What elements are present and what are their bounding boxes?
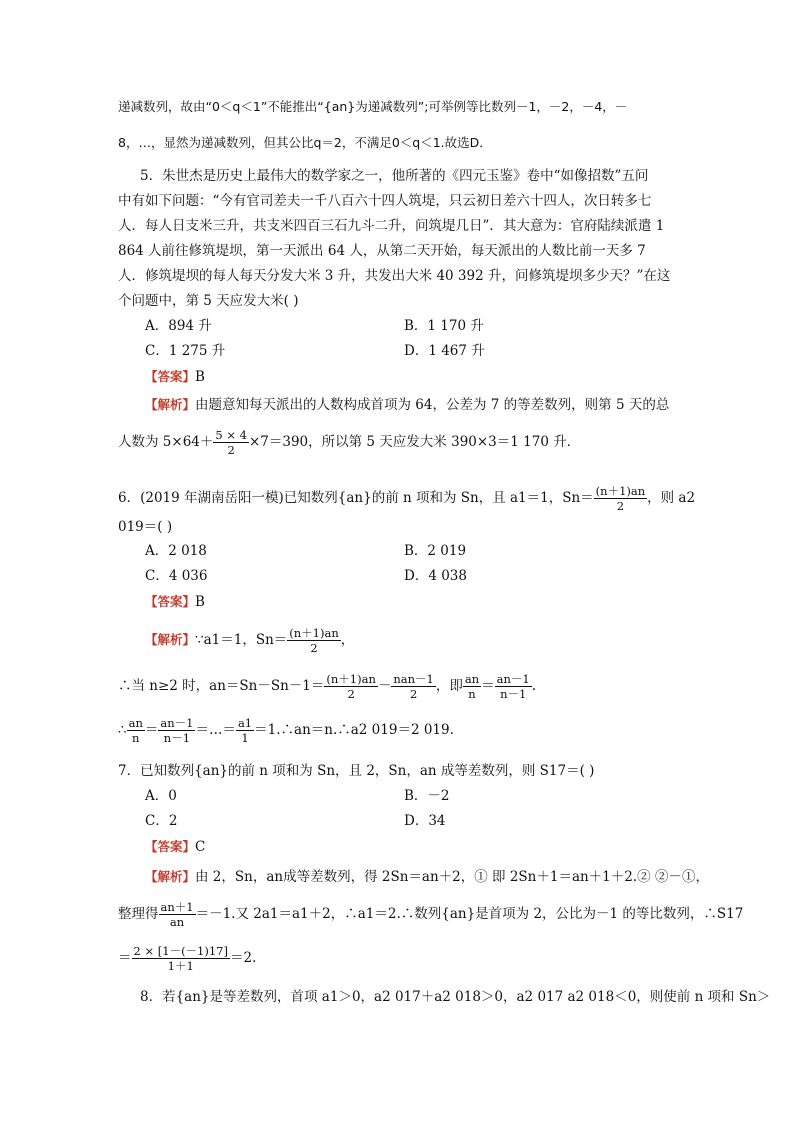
explanation-line bbox=[118, 944, 256, 973]
answer-label: 【答案】 bbox=[145, 594, 196, 609]
option-c: C．2 bbox=[145, 813, 178, 829]
option-d: D．4 038 bbox=[404, 568, 467, 584]
question-text: ，则 a2 bbox=[647, 490, 696, 506]
denominator: n－1 bbox=[500, 687, 527, 701]
question-5-line: 864 人前往修筑堤坝，第一天派出 64 人，从第二天开始，每天派出的人数比前一天多 7 bbox=[118, 243, 646, 259]
numerator: 5 × 4 bbox=[215, 428, 247, 442]
explanation-text: ＝ bbox=[144, 722, 159, 738]
denominator: 1 bbox=[241, 731, 249, 745]
denominator: 2 bbox=[227, 443, 235, 457]
option-b: B．－2 bbox=[404, 788, 450, 804]
question-5-line: 5．朱世杰是历史上最伟大的数学家之一，他所著的《四元玉鉴》卷中“如像招数”五问 bbox=[140, 168, 649, 184]
option-a: A．2 018 bbox=[145, 543, 207, 559]
explanation-text: ∴当 n≥2 时，an＝Sn－Sn－1＝ bbox=[118, 678, 325, 694]
answer-value: B bbox=[195, 369, 205, 385]
fraction bbox=[127, 716, 145, 745]
option-c: C．1 275 升 bbox=[145, 343, 226, 359]
option-a: A．894 升 bbox=[145, 318, 212, 334]
explanation-text: 人数为 5×64＋ bbox=[118, 434, 214, 450]
explanation-line bbox=[118, 428, 580, 457]
answer-label: 【答案】 bbox=[145, 369, 196, 384]
numerator: an－1 bbox=[496, 672, 530, 686]
text-line: 递减数列，故由“0＜q＜1”不能推出“{an}为递减数列”;可举例等比数列－1，－2，－4，－ bbox=[118, 99, 628, 114]
explanation-line bbox=[145, 626, 354, 655]
numerator: nan－1 bbox=[393, 672, 434, 686]
option-d: D．34 bbox=[404, 813, 446, 829]
question-8-line: 8．若{an}是等差数列，首项 a1＞0，a2 017＋a2 018＞0，a2 017 a2 018＜0，则使前 n 项和 Sn＞ bbox=[140, 989, 771, 1005]
answer-line bbox=[145, 838, 205, 856]
explanation-label: 【解析】 bbox=[145, 869, 196, 884]
explanation-text: ＝1.∴an＝n.∴a2 019＝2 019. bbox=[254, 722, 454, 738]
numerator: a1 bbox=[237, 716, 253, 730]
explanation-label: 【解析】 bbox=[145, 632, 196, 647]
explanation-text: . bbox=[531, 678, 537, 694]
numerator: an bbox=[464, 672, 480, 686]
fraction bbox=[463, 672, 481, 701]
fraction bbox=[158, 716, 195, 745]
explanation-line bbox=[118, 900, 743, 929]
explanation-line bbox=[118, 672, 536, 701]
explanation-text: ，即 bbox=[435, 678, 463, 694]
fraction bbox=[213, 428, 249, 457]
fraction bbox=[594, 484, 647, 513]
explanation-text: ×7＝390，所以第 5 天应发大米 390×3＝1 170 升． bbox=[248, 434, 581, 450]
question-5-line: 人．修筑堤坝的每人每天分发大米 3 升，共发出大米 40 392 升，问修筑堤坝多少天？”在这 bbox=[118, 268, 671, 284]
numerator: an－1 bbox=[160, 716, 194, 730]
question-6-line bbox=[118, 484, 695, 513]
numerator: (n＋1)an bbox=[595, 484, 646, 498]
fraction bbox=[391, 672, 436, 701]
explanation-line bbox=[118, 716, 454, 745]
answer-line bbox=[145, 593, 205, 611]
explanation-text: 由 2，Sn，an成等差数列，得 2Sn＝an＋2，① 即 2Sn＋1＝an＋1＋2.② ②－①， bbox=[195, 869, 709, 885]
numerator: (n＋1)an bbox=[289, 626, 339, 640]
numerator: an＋1 bbox=[160, 900, 194, 914]
denominator: 2 bbox=[310, 641, 318, 655]
explanation-label: 【解析】 bbox=[145, 397, 196, 412]
denominator: 2 bbox=[616, 499, 625, 513]
explanation-text: ∴ bbox=[118, 722, 127, 738]
fraction bbox=[159, 900, 196, 929]
explanation-text: ＝…＝ bbox=[195, 722, 236, 738]
question-5-line: 人．每人日支米三升，共支米四百三石九斗二升，问筑堤几日”．其大意为：官府陆续派遣 1 bbox=[118, 218, 665, 234]
question-5-line: 中有如下问题：“今有官司差夫一千八百六十四人筑堤，只云初日差六十四人，次日转多七 bbox=[118, 193, 652, 209]
fraction bbox=[287, 626, 340, 655]
denominator: 1＋1 bbox=[167, 959, 194, 973]
option-c: C．4 036 bbox=[145, 568, 208, 584]
explanation-text: ＝ bbox=[481, 678, 495, 694]
denominator: 2 bbox=[347, 687, 355, 701]
answer-label: 【答案】 bbox=[145, 839, 196, 854]
explanation-text: 整理得 bbox=[118, 906, 159, 922]
denominator: 2 bbox=[409, 687, 418, 701]
explanation-text: ∵a1＝1，Sn＝ bbox=[195, 632, 288, 648]
fraction bbox=[495, 672, 532, 701]
numerator: (n＋1)an bbox=[326, 672, 376, 686]
explanation-text: ＝2. bbox=[229, 950, 257, 966]
option-b: B．1 170 升 bbox=[404, 318, 484, 334]
denominator: n bbox=[468, 687, 476, 701]
explanation-text: ， bbox=[340, 632, 355, 648]
fraction bbox=[236, 716, 254, 745]
fraction bbox=[324, 672, 377, 701]
text-line: 8，…，显然为递减数列，但其公比q＝2，不满足0＜q＜1.故选D． bbox=[118, 135, 492, 150]
answer-value: B bbox=[195, 594, 205, 610]
denominator: n－1 bbox=[163, 731, 191, 745]
numerator: 2 × [1－(－1)17] bbox=[133, 944, 228, 958]
explanation-text: ＝ bbox=[118, 950, 132, 966]
question-7-line: 7．已知数列{an}的前 n 项和为 Sn，且 2，Sn，an 成等差数列，则 S17＝( ) bbox=[118, 763, 595, 779]
answer-value: C bbox=[195, 839, 206, 855]
explanation-text: ＝－1.又 2a1＝a1＋2，∴a1＝2.∴数列{an}是首项为 2，公比为－1 的等比数列，∴S17 bbox=[195, 906, 744, 922]
option-d: D．1 467 升 bbox=[404, 343, 485, 359]
explanation-text: － bbox=[377, 678, 392, 694]
explanation-text: 由题意知每天派出的人数构成首项为 64，公差为 7 的等差数列，则第 5 天的总 bbox=[195, 397, 670, 413]
fraction bbox=[132, 944, 230, 973]
numerator: an bbox=[128, 716, 143, 730]
explanation-line bbox=[145, 396, 669, 414]
denominator: n bbox=[132, 731, 140, 745]
question-6-line: 019＝( ) bbox=[118, 519, 173, 535]
option-a: A．0 bbox=[145, 788, 177, 804]
question-5-line: 个问题中，第 5 天应发大米( ) bbox=[118, 293, 299, 309]
option-b: B．2 019 bbox=[404, 543, 467, 559]
question-text: 6．(2019 年湖南岳阳一模)已知数列{an}的前 n 项和为 Sn，且 a1＝1，Sn＝ bbox=[118, 490, 594, 506]
answer-line bbox=[145, 368, 205, 386]
explanation-line bbox=[145, 868, 709, 886]
denominator: an bbox=[169, 915, 185, 929]
